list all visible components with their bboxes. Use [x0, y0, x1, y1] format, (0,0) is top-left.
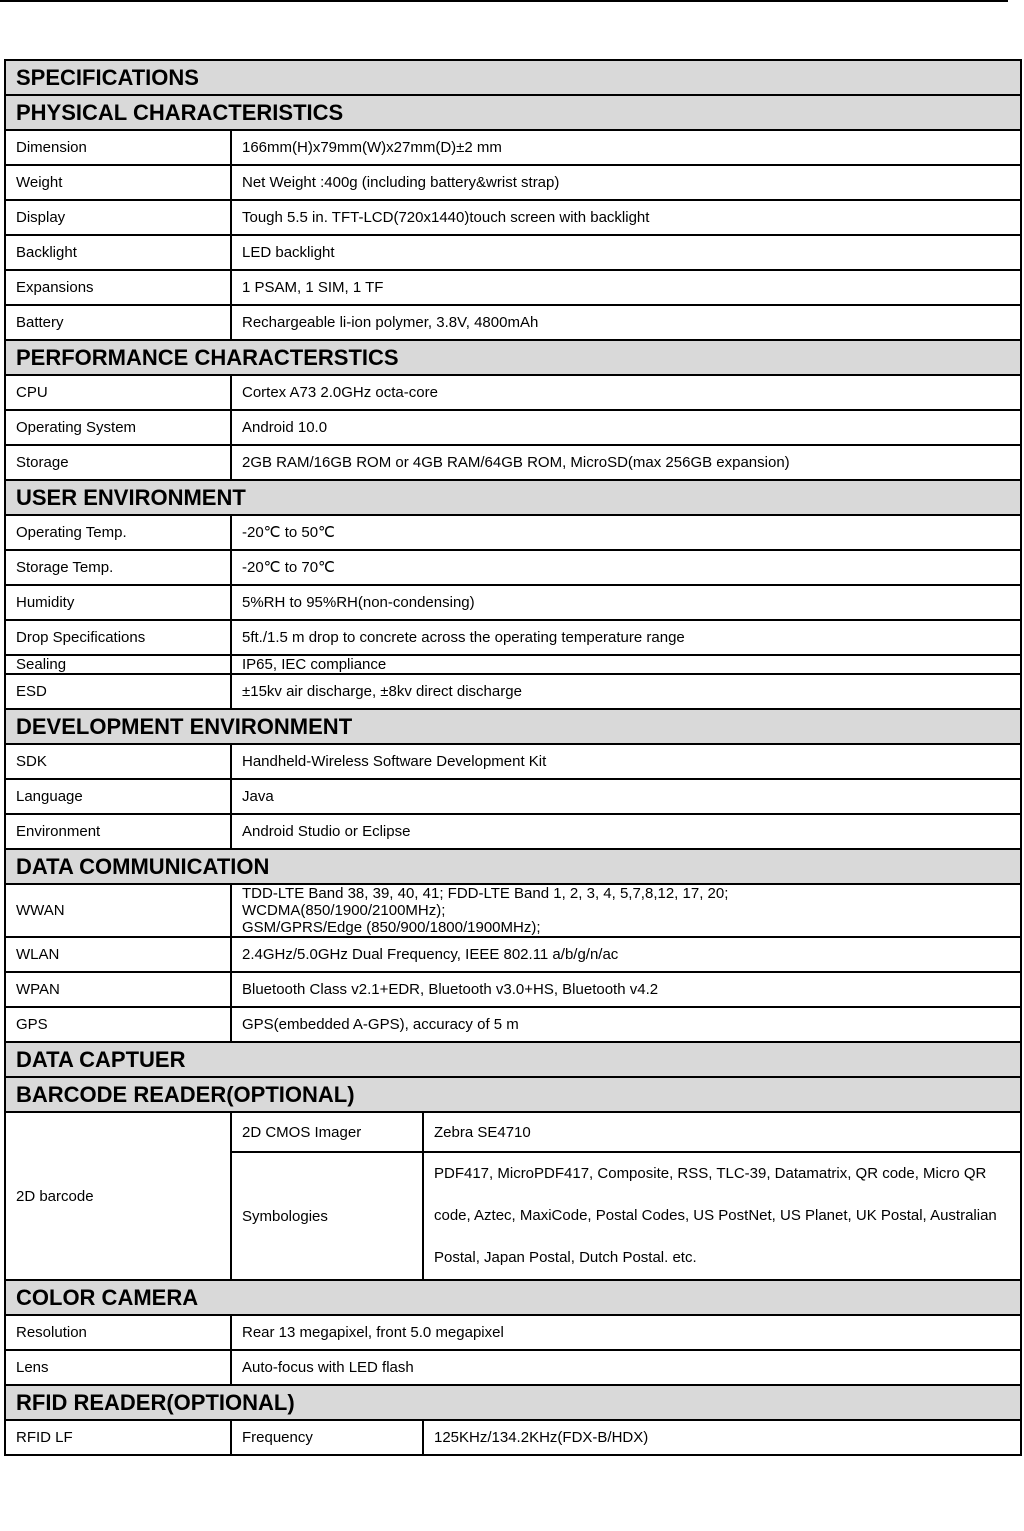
row-value: 5ft./1.5 m drop to concrete across the operating temperature range — [231, 620, 1021, 655]
frequency-value: 125KHz/134.2KHz(FDX-B/HDX) — [423, 1420, 1021, 1455]
row-value: Tough 5.5 in. TFT-LCD(720x1440)touch screen with backlight — [231, 200, 1021, 235]
spec-row — [5, 1315, 1021, 1350]
row-label: CPU — [5, 375, 231, 410]
specifications-title: SPECIFICATIONS — [5, 60, 1021, 95]
spec-row — [5, 165, 1021, 200]
spec-row — [5, 375, 1021, 410]
section-heading-physical: PHYSICAL CHARACTERISTICS — [5, 95, 1021, 130]
barcode-row-imager — [5, 1112, 1021, 1152]
row-label: Expansions — [5, 270, 231, 305]
section-heading-barcode-reader: BARCODE READER(OPTIONAL) — [5, 1077, 1021, 1112]
section-heading-user-environment: USER ENVIRONMENT — [5, 480, 1021, 515]
spec-row — [5, 550, 1021, 585]
row-value: 5%RH to 95%RH(non-condensing) — [231, 585, 1021, 620]
spec-row — [5, 744, 1021, 779]
row-label: Storage — [5, 445, 231, 480]
spec-row — [5, 410, 1021, 445]
spec-row — [5, 1007, 1021, 1042]
row-label: ESD — [5, 674, 231, 709]
wwan-line: GSM/GPRS/Edge (850/900/1800/1900MHz); — [242, 919, 541, 936]
row-label: Resolution — [5, 1315, 231, 1350]
row-label: Battery — [5, 305, 231, 340]
spec-row — [5, 130, 1021, 165]
row-value: Rechargeable li-ion polymer, 3.8V, 4800mAh — [231, 305, 1021, 340]
spec-row — [5, 445, 1021, 480]
spec-row — [5, 585, 1021, 620]
row-value: 2GB RAM/16GB ROM or 4GB RAM/64GB ROM, MicroSD(max 256GB expansion) — [231, 445, 1021, 480]
row-value: Cortex A73 2.0GHz octa-core — [231, 375, 1021, 410]
row-label: SDK — [5, 744, 231, 779]
section-heading-development-environment: DEVELOPMENT ENVIRONMENT — [5, 709, 1021, 744]
spec-row — [5, 235, 1021, 270]
section-heading-rfid-reader: RFID READER(OPTIONAL) — [5, 1385, 1021, 1420]
spec-row — [5, 779, 1021, 814]
row-value: Rear 13 megapixel, front 5.0 megapixel — [231, 1315, 1021, 1350]
row-value: Net Weight :400g (including battery&wrist strap) — [231, 165, 1021, 200]
frequency-label: Frequency — [231, 1420, 423, 1455]
barcode-label: 2D barcode — [5, 1112, 231, 1280]
symbologies-value: PDF417, MicroPDF417, Composite, RSS, TLC-39, Datamatrix, QR code, Micro QR code, Aztec, MaxiCode, Postal Codes, US PostNet, US Planet, UK Postal, Australian Postal, Japan Postal, Dutch Postal. etc. — [423, 1152, 1021, 1280]
spec-row — [5, 305, 1021, 340]
imager-value: Zebra SE4710 — [423, 1112, 1021, 1152]
row-label: Weight — [5, 165, 231, 200]
wwan-line: WCDMA(850/1900/2100MHz); — [242, 902, 446, 919]
imager-label: 2D CMOS Imager — [231, 1112, 423, 1152]
row-value: 1 PSAM, 1 SIM, 1 TF — [231, 270, 1021, 305]
row-label: GPS — [5, 1007, 231, 1042]
spec-row — [5, 515, 1021, 550]
row-value: LED backlight — [231, 235, 1021, 270]
row-value: -20℃ to 70℃ — [231, 550, 1021, 585]
row-label: Lens — [5, 1350, 231, 1385]
row-value: Android Studio or Eclipse — [231, 814, 1021, 849]
spec-row — [5, 270, 1021, 305]
row-label: WLAN — [5, 937, 231, 972]
row-value: 2.4GHz/5.0GHz Dual Frequency, IEEE 802.11 a/b/g/n/ac — [231, 937, 1021, 972]
row-label: WWAN — [5, 884, 231, 937]
spec-row — [5, 937, 1021, 972]
row-label: Drop Specifications — [5, 620, 231, 655]
specifications-table — [4, 59, 1022, 1456]
row-label: Humidity — [5, 585, 231, 620]
spec-row-wwan — [5, 884, 1021, 937]
rfid-label: RFID LF — [5, 1420, 231, 1455]
spec-row — [5, 674, 1021, 709]
row-value: Handheld-Wireless Software Development Kit — [231, 744, 1021, 779]
section-heading-color-camera: COLOR CAMERA — [5, 1280, 1021, 1315]
spec-row — [5, 972, 1021, 1007]
row-value: IP65, IEC compliance — [231, 655, 1021, 674]
row-value: Android 10.0 — [231, 410, 1021, 445]
row-label: Language — [5, 779, 231, 814]
spec-row — [5, 620, 1021, 655]
spec-row — [5, 200, 1021, 235]
section-heading-performance: PERFORMANCE CHARACTERSTICS — [5, 340, 1021, 375]
row-value: Bluetooth Class v2.1+EDR, Bluetooth v3.0+HS, Bluetooth v4.2 — [231, 972, 1021, 1007]
row-label: WPAN — [5, 972, 231, 1007]
row-value: ±15kv air discharge, ±8kv direct discharge — [231, 674, 1021, 709]
row-label: Display — [5, 200, 231, 235]
section-heading-data-capture: DATA CAPTUER — [5, 1042, 1021, 1077]
rfid-row — [5, 1420, 1021, 1455]
row-label: Operating System — [5, 410, 231, 445]
row-label: Sealing — [5, 655, 231, 674]
row-label: Operating Temp. — [5, 515, 231, 550]
row-label: Backlight — [5, 235, 231, 270]
spec-row — [5, 1350, 1021, 1385]
row-label: Dimension — [5, 130, 231, 165]
top-rule — [0, 0, 1008, 2]
row-label: Storage Temp. — [5, 550, 231, 585]
row-value: GPS(embedded A-GPS), accuracy of 5 m — [231, 1007, 1021, 1042]
symbologies-label: Symbologies — [231, 1152, 423, 1280]
wwan-line: TDD-LTE Band 38, 39, 40, 41; FDD-LTE Band 1, 2, 3, 4, 5,7,8,12, 17, 20; — [242, 885, 729, 902]
row-value-multiline — [231, 884, 1021, 937]
row-value: -20℃ to 50℃ — [231, 515, 1021, 550]
section-heading-data-communication: DATA COMMUNICATION — [5, 849, 1021, 884]
row-value: Auto-focus with LED flash — [231, 1350, 1021, 1385]
spec-row — [5, 655, 1021, 674]
row-value: 166mm(H)x79mm(W)x27mm(D)±2 mm — [231, 130, 1021, 165]
row-value: Java — [231, 779, 1021, 814]
row-label: Environment — [5, 814, 231, 849]
spec-row — [5, 814, 1021, 849]
